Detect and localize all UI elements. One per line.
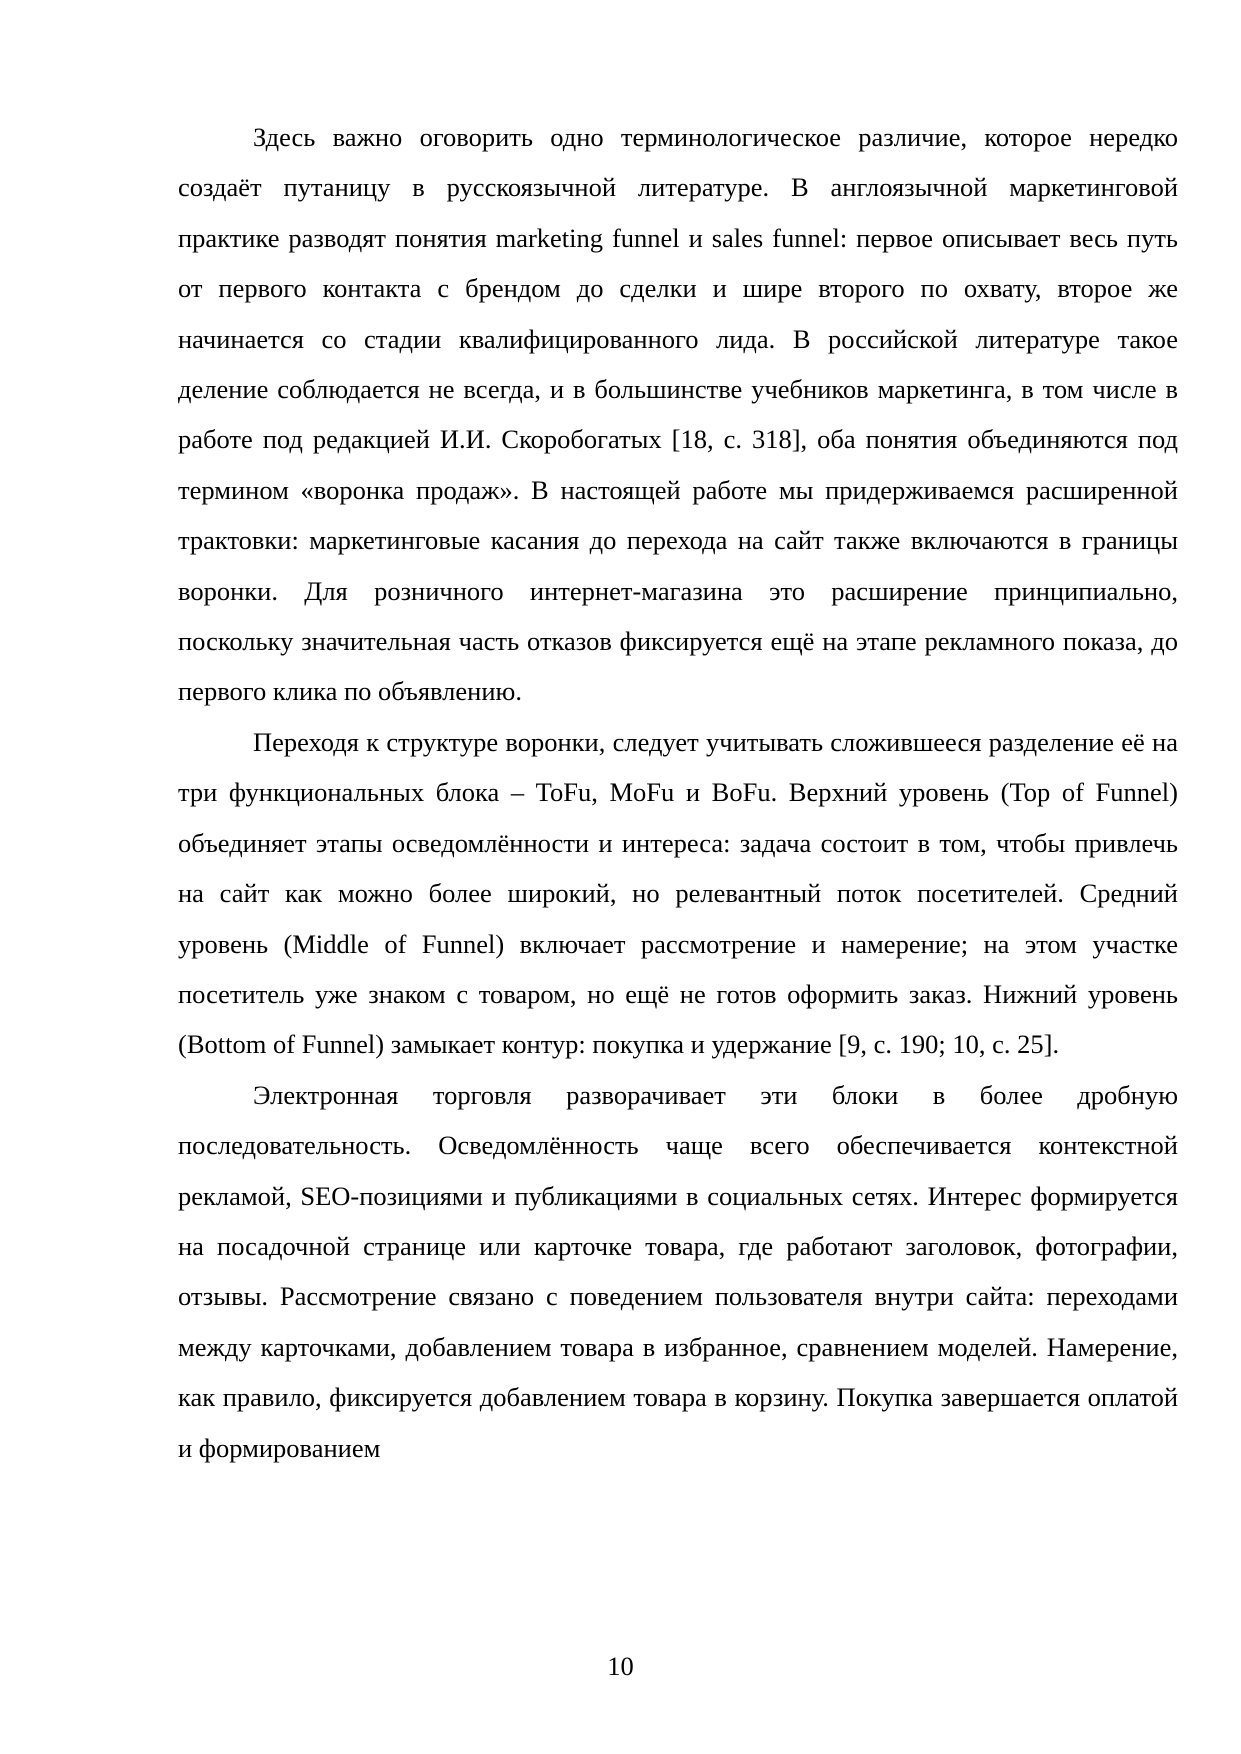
paragraph-1: Здесь важно оговорить одно терминологическое различие, которое нередко создаёт путаницу в русскоязычной литературе. В англоязычной маркетинговой практике разводят понятия marketing funnel и sales funnel: первое описывает весь путь от первого контакта с брендом до сделки и шире второго по охвату, второе же начинается со стадии квалифицированного лида. В российской литературе такое деление соблюдается не всегда, и в большинстве учебников маркетинга, в том числе в работе под редакцией И.И. Скоробогатых [18, с. 318], оба понятия объединяются под термином «воронка продаж». В настоящей работе мы придерживаемся расширенной трактовки: маркетинговые касания до перехода на сайт также включаются в границы воронки. Для розничного интернет-магазина это расширение принципиально, поскольку значительная часть отказов фиксируется ещё на этапе рекламного показа, до первого клика по объявлению. [178,122,1178,707]
paragraph-2: Переходя к структуре воронки, следует учитывать сложившееся разделение её на три функциональных блока – ToFu, MoFu и BoFu. Верхний уровень (Top of Funnel) объединяет этапы осведомлённости и интереса: задача состоит в том, чтобы привлечь на сайт как можно более широкий, но релевантный поток посетителей. Средний уровень (Middle of Funnel) включает рассмотрение и намерение; на этом участке посетитель уже знаком с товаром, но ещё не готов оформить заказ. Нижний уровень (Bottom of Funnel) замыкает контур: покупка и удержание [9, с. 190; 10, с. 25]. [178,726,1178,1060]
page-number: 10 [607,1651,634,1681]
paragraph-3: Электронная торговля разворачивает эти блоки в более дробную последовательность. Осведомлённость чаще всего обеспечивается контекстной рекламой, SEO-позициями и публикациями в социальных сетях. Интерес формируется на посадочной странице или карточке товара, где работают заголовок, фотографии, отзывы. Рассмотрение связано с поведением пользователя внутри сайта: переходами между карточками, добавлением товара в избранное, сравнением моделей. Намерение, как правило, фиксируется добавлением товара в корзину. Покупка завершается оплатой и формированием [178,1079,1178,1463]
body-text [178,112,1178,1473]
